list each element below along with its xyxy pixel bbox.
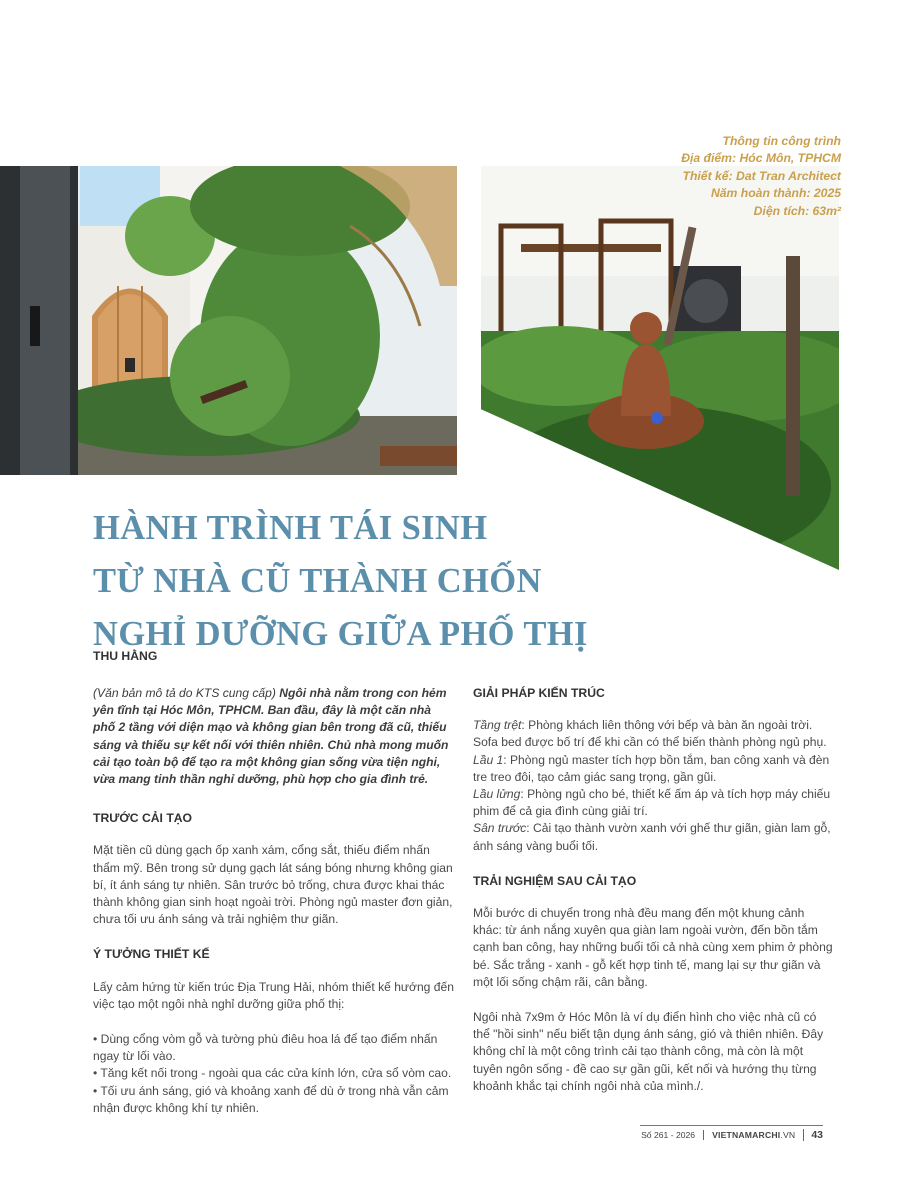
info-location: Địa điểm: Hóc Môn, TPHCM [681,151,841,166]
before-heading: TRƯỚC CẢI TẠO [93,811,193,826]
footer-rule [640,1125,823,1126]
solution-item [473,786,835,820]
solution-item [473,717,835,751]
after-heading: TRẢI NGHIỆM SAU CẢI TẠO [473,873,637,888]
solution-label: Tầng trệt [473,718,522,733]
site-name [703,1130,803,1140]
author: THU HẰNG [93,649,158,663]
title-line-2: TỪ NHÀ CŨ THÀNH CHỐN [93,562,542,600]
solution-text: : Phòng khách liên thông với bếp và bàn ăn ngoài trời. Sofa bed được bố trí để khi cần có thể biến thành phòng ngủ phụ. [473,718,827,750]
page-footer [641,1127,823,1143]
site-name-suffix: .VN [780,1130,796,1140]
site-name-bold: VIETNAMARCHI [712,1130,781,1140]
title-line-1: HÀNH TRÌNH TÁI SINH [93,509,488,547]
info-heading: Thông tin công trình [722,134,841,148]
idea-text: Lấy cảm hứng từ kiến trúc Địa Trung Hải, nhóm thiết kế hướng đến việc tạo một ngôi nhà nghỉ dưỡng giữa phố thị: [93,979,454,1011]
issue-number: Số 261 - 2026 [641,1130,696,1140]
solution-item [473,820,835,854]
title-line-3: NGHỈ DƯỠNG GIỮA PHỐ THỊ [93,615,588,653]
lead-paragraph [93,685,455,788]
column-left [93,685,455,1117]
column-right [473,685,835,1113]
idea-bullet-list [93,1031,455,1117]
after-paragraph-2: Ngôi nhà 7x9m ở Hóc Môn là ví dụ điển hình cho việc nhà cũ có thể "hồi sinh" nếu biết tận dụng ánh sáng, gió và thiên nhiên. Đây không chỉ là một công trình cải tạo thành công, mà còn là một tuyên ngôn sống - đề cao sự gần gũi, kết nối và hướng thụ từng khoảnh khắc tại chính ngôi nhà của mình./. [473,1010,824,1093]
lead-source: (Văn bản mô tả do KTS cung cấp) [93,686,276,700]
project-info [681,133,841,220]
before-text: Mặt tiền cũ dùng gạch ốp xanh xám, cổng sắt, thiếu điểm nhấn thẩm mỹ. Bên trong sử dụng gạch lát sáng bóng nhưng không gian bí, ít ánh sáng tự nhiên. Sân trước bỏ trống, chưa được khai thác thành không gian sinh hoạt ngoài trời. Phòng ngủ master đơn giản, chưa tối ưu ánh sáng và trải nghiệm thư giãn. [93,843,453,927]
photo-garden-arched-door [0,166,457,475]
solution-text: : Phòng ngủ cho bé, thiết kế ấm áp và tích hợp máy chiếu phim để cả gia đình cùng giải trí. [473,787,831,819]
solution-label: Sân trước [473,821,527,836]
lead-text: Ngôi nhà nằm trong con hẻm yên tĩnh tại Hóc Môn, TPHCM. Ban đầu, đây là một căn nhà phố 2 tầng với diện mạo và không gian bên trong đã cũ, thiếu sáng và thiếu sự kết nối với thiên nhiên. Chủ nhà mong muốn cải tạo toàn bộ để tạo ra một không gian sống vừa tiện nghi, vừa mang tinh thần nghỉ dưỡng, phù hợp cho gia đình trẻ. [93,686,449,787]
solution-item [473,752,835,786]
info-design: Thiết kế: Dat Tran Architect [682,168,841,183]
after-paragraph-1: Mỗi bước di chuyển trong nhà đều mang đến một khung cảnh khác: từ ánh nắng xuyên qua giàn lam ngoài vườn, đến bồn tắm cạnh ban công, hay những buổi tối cả nhà cùng xem phim ở phòng bé. Sắc trắng - xanh - gỗ kết hợp tinh tế, mang lại sự thư giãn và một lối sống chậm rãi, cân bằng. [473,906,833,989]
solution-text: : Phòng ngủ master tích hợp bồn tắm, ban công xanh và đèn tre treo đôi, tạo cảm giác sang trọng, gần gũi. [473,752,830,784]
idea-bullet: • Tối ưu ánh sáng, gió và khoảng xanh để dù ở trong nhà vẫn cảm nhận được không khí tự nhiên. [93,1083,449,1115]
idea-heading: Ý TƯỞNG THIẾT KẾ [93,947,210,962]
solution-heading: GIẢI PHÁP KIẾN TRÚC [473,686,605,700]
solution-label: Lầu lửng [473,787,521,802]
solution-label: Lầu 1 [473,752,504,767]
solution-text: : Cải tạo thành vườn xanh với ghế thư giãn, giàn lam gỗ, ánh sáng vàng buổi tối. [473,821,831,853]
article-title [93,502,588,661]
page-number: 43 [803,1129,823,1141]
solution-list [473,717,835,855]
idea-bullet: • Tăng kết nối trong - ngoài qua các cửa kính lớn, cửa sổ vòm cao. [93,1066,452,1081]
idea-bullet: • Dùng cổng vòm gỗ và tường phù điêu hoa lá để tạo điểm nhấn ngay từ lối vào. [93,1032,438,1064]
info-year: Năm hoàn thành: 2025 [710,186,841,201]
info-area: Diện tích: 63m² [753,203,841,218]
